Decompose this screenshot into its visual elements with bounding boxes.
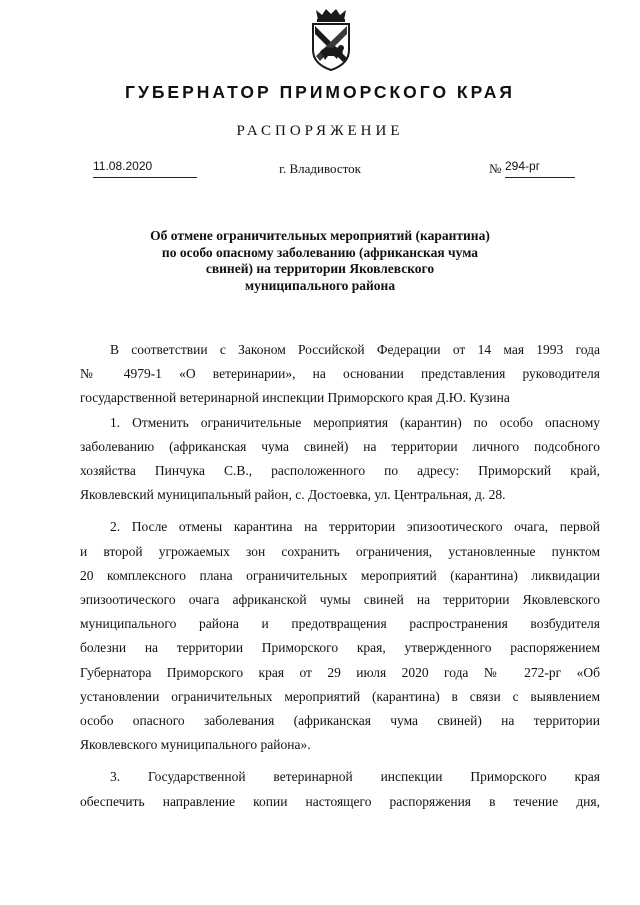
document-body (80, 338, 600, 814)
paragraph-item-2 (80, 515, 600, 757)
text-line: 20 комплексного плана ограничительных мероприятий (карантина) ликвидации (80, 567, 600, 583)
text-line: и второй угрожаемых зон сохранить ограничения, установленные пунктом (80, 543, 600, 559)
title-line: свиней) на территории Яковлевского (205, 261, 435, 276)
document-date: 11.08.2020 (93, 159, 197, 178)
document-number: 294-рг (505, 159, 575, 178)
text-line: обеспечить направление копии настоящего распоряжения в течение дня, (80, 793, 600, 809)
text-line: 1. Отменить ограничительные мероприятия (карантин) по особо опасному (110, 414, 600, 430)
text-line: эпизоотического очага африканской чумы свиней на территории Яковлевского (80, 592, 600, 608)
text-line: болезни на территории Приморского края, утвержденного распоряжением (80, 640, 600, 656)
text-line: особо опасного заболевания (африканская чума свиней) на территории (80, 713, 600, 729)
title-line: по особо опасному заболеванию (африканская чума (161, 244, 479, 260)
paragraph-item-3 (80, 765, 600, 813)
paragraph-item-1 (80, 411, 600, 508)
text-line: Яковлевский муниципальный район, с. Достоевка, ул. Центральная, д. 28. (80, 487, 506, 503)
document-city: г. Владивосток (279, 161, 361, 176)
text-line: № 4979-1 «О ветеринарии», на основании представления руководителя (80, 366, 600, 382)
text-line: 2. После отмены карантина на территории эпизоотического очага, первой (110, 519, 600, 535)
title-line: муниципального района (244, 277, 396, 293)
text-line: 3. Государственной ветеринарной инспекции Приморского края (110, 769, 600, 785)
text-line: Яковлевского муниципального района». (80, 737, 311, 753)
text-line: хозяйства Пинчука С.В., расположенного по адресу: Приморский край, (80, 463, 600, 479)
text-line: государственной ветеринарной инспекции Приморского края Д.Ю. Кузина (80, 390, 510, 406)
text-line: Губернатора Приморского края от 29 июля 2020 года № 272-рг «Об (80, 664, 600, 680)
text-line: установлении ограничительных мероприятий (карантина) в связи с выявлением (80, 688, 600, 704)
title-line: Об отмене ограничительных мероприятий (карантина) (150, 228, 490, 243)
document-title (130, 228, 510, 294)
paragraph-preamble (80, 338, 600, 411)
text-line: В соответствии с Законом Российской Федерации от 14 мая 1993 года (110, 342, 600, 357)
document-type: РАСПОРЯЖЕНИЕ (236, 123, 404, 139)
text-line: заболеванию (африканская чума свиней) на территории личного подсобного (80, 438, 600, 454)
authority-title: ГУБЕРНАТОР ПРИМОРСКОГО КРАЯ (125, 82, 515, 102)
primorsky-coat-of-arms-icon (306, 6, 356, 74)
number-sign: № (489, 161, 502, 176)
text-line: муниципального района и предотвращения распространения возбудителя (80, 616, 600, 632)
